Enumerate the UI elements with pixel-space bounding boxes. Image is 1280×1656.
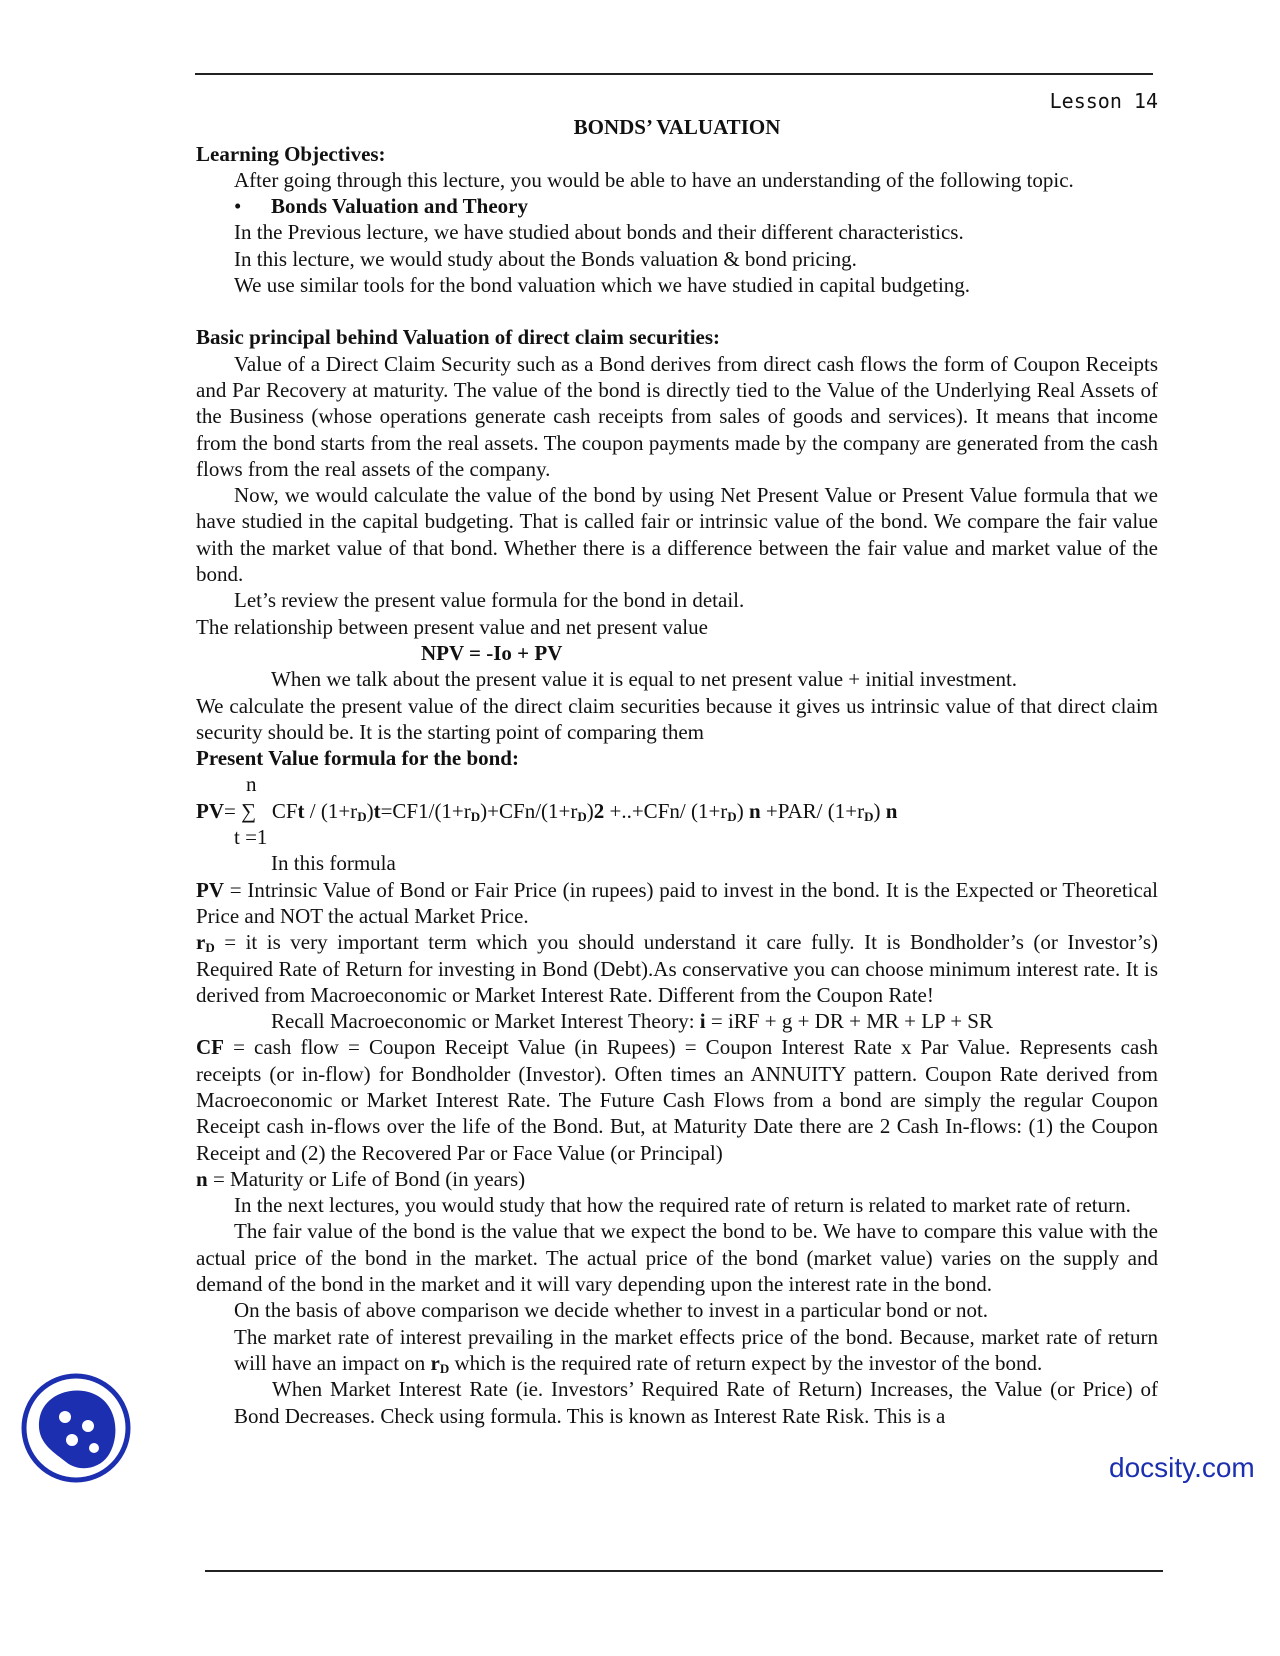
objectives-line: In the Previous lecture, we have studied about bonds and their different characteristics. xyxy=(234,220,964,245)
definition-n: n = Maturity or Life of Bond (in years) xyxy=(196,1166,526,1191)
body-paragraph: The market rate of interest prevailing in the market effects price of the bond. Because, market rate of return will have an impact on $r_D$ which is the required rate of return expect by the investor of the bond. xyxy=(234,1324,1158,1376)
docsity-logo-icon xyxy=(20,1372,132,1484)
recall-line: Recall Macroeconomic or Market Interest Theory: i = iRF + g + DR + MR + LP + SR xyxy=(271,1009,993,1034)
principal-paragraph: Now, we would calculate the value of the bond by using Net Present Value or Present Value formula that we have studied in the capital budgeting. That is called fair or intrinsic value of the bond. We compare the fair value with the market value of that bond. Whether there is a difference between the fair value and market value of the bond. xyxy=(196,483,1158,587)
definition-rd: $r_D$ = it is very important term which you should understand it care fully. It is Bondholder’s (or Investor’s) Required Rate of Return for investing in Bond (Debt).As conservative you can choose minimum interest rate. It is derived from Macroeconomic or Market Interest Rate. Different from the Coupon Rate! xyxy=(196,930,1158,1007)
objective-bullet-text: Bonds Valuation and Theory xyxy=(271,194,528,219)
principal-paragraph: When we talk about the present value it is equal to net present value + initial investment. xyxy=(271,667,1018,692)
definition-cf: CF = cash flow = Coupon Receipt Value (in Rupees) = Coupon Interest Rate x Par Value. Represents cash receipts (or in-flow) for Bondholder (Investor). Often times an ANNUITY pattern. Coupon Rate derived from Macroeconomic or Market Interest Rate. The Future Cash Flows from a bond are simply the regular Coupon Receipt cash in-flows over the life of the Bond. But, at Maturity Date there are 2 Cash In-flows: (1) the Coupon Receipt and (2) the Recovered Par or Face Value (or Principal) xyxy=(196,1035,1158,1165)
body-paragraph: When Market Interest Rate (ie. Investors’ Required Rate of Return) Increases, the Value (or Price) of Bond Decreases. Check using formula. This is known as Interest Rate Risk. This is a xyxy=(234,1377,1158,1428)
principal-heading: Basic principal behind Valuation of direct claim securities: xyxy=(196,325,721,350)
principal-paragraph: Let’s review the present value formula for the bond in detail. xyxy=(234,588,745,613)
formula-heading: Present Value formula for the bond: xyxy=(196,746,519,771)
page-title: BONDS’ VALUATION xyxy=(573,115,781,140)
objectives-line: We use similar tools for the bond valuation which we have studied in capital budgeting. xyxy=(234,273,971,298)
body-paragraph: On the basis of above comparison we decide whether to invest in a particular bond or not. xyxy=(234,1298,989,1323)
bottom-rule xyxy=(205,1570,1163,1572)
top-rule xyxy=(195,73,1153,75)
principal-paragraph: Value of a Direct Claim Security such as a Bond derives from direct cash flows the form of Coupon Receipts and Par Recovery at maturity. The value of the bond is directly tied to the Value of the Underlying Real Assets of the Business (whose operations generate cash receipts from sales of goods and services). It means that income from the bond starts from the real assets. The coupon payments made by the company are generated from the cash flows from the real assets of the company. xyxy=(196,351,1158,481)
sigma-lower-limit: t =1 xyxy=(234,825,268,850)
sigma-upper-limit: n xyxy=(246,772,257,797)
formula-intro: In this formula xyxy=(271,851,396,876)
definition-pv: PV = Intrinsic Value of Bond or Fair Price (in rupees) paid to invest in the bond. It is the Expected or Theoretical Price and NOT the actual Market Price. xyxy=(196,877,1158,928)
body-paragraph: In the next lectures, you would study that how the required rate of return is related to market rate of return. xyxy=(234,1193,1131,1218)
objectives-line: In this lecture, we would study about the Bonds valuation & bond pricing. xyxy=(234,246,857,271)
objective-bullet-item xyxy=(196,193,1158,219)
principal-paragraph: We calculate the present value of the direct claim securities because it gives us intrinsic value of that direct claim security should be. It is the starting point of comparing them xyxy=(196,693,1158,744)
objectives-intro: After going through this lecture, you would be able to have an understanding of the following topic. xyxy=(234,167,1074,192)
npv-formula: NPV = -Io + PV xyxy=(421,640,563,665)
bullet-dot-icon: • xyxy=(234,194,242,219)
docsity-brand[interactable]: docsity.com xyxy=(1109,1452,1255,1483)
body-paragraph: The fair value of the bond is the value that we expect the bond to be. We have to compare this value with the actual price of the bond in the market. The actual price of the bond (market value) varies on the supply and demand of the bond in the market and it will vary depending upon the interest rate in the bond. xyxy=(196,1219,1158,1297)
objectives-heading: Learning Objectives: xyxy=(196,141,386,166)
pv-formula: PV= ∑ CFt / $(1+r_D)t=CF1/(1+r_D)+CFn/(1+r_D)2 +..+CFn/$ $(1+r_D)$ n +PAR/ $(1+r_D)$ n xyxy=(196,798,898,824)
lesson-label: Lesson 14 xyxy=(1049,89,1158,113)
principal-paragraph: The relationship between present value and net present value xyxy=(196,614,708,639)
document-page xyxy=(196,88,1158,1429)
